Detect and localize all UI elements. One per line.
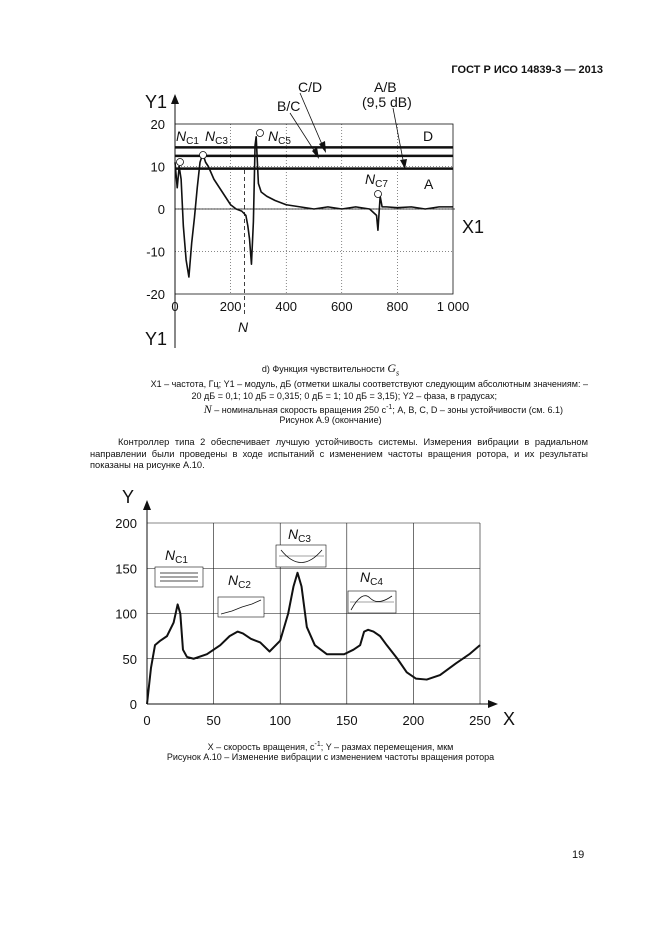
- fig1-peak-label-c5: $N_{C5}$: [268, 128, 291, 147]
- fig1-zone-label-cd: C/D: [298, 79, 323, 95]
- fig1-peak-label-c7: $N_{C7}$: [365, 171, 388, 190]
- fig2-title: Рисунок А.10 – Изменение вибрации с изменением частоты вращения ротора: [166, 752, 495, 762]
- fig1-y-label-bottom: Y1: [145, 329, 168, 349]
- fig1-note-text-b: ; A, B, C, D – зоны устойчивости (см. 6.1): [392, 405, 563, 415]
- fig2-x-tick-label: 150: [335, 713, 358, 728]
- fig2-series-line: [147, 573, 480, 704]
- body-paragraph: Контроллер типа 2 обеспечивает лучшую устойчивость системы. Измерения вибрации в радиальном направлении были проведены в ходе испытаний с изменением частоты вращения ротора, и их результаты показаны на рисунке А.10.: [90, 437, 588, 470]
- fig1-y-tick-label: 20: [150, 117, 165, 132]
- fig1-y-tick-label: 10: [150, 159, 165, 175]
- fig1-x-tick-label: 400: [275, 299, 298, 314]
- fig1-x-tick-label: 200: [219, 299, 242, 314]
- fig2-x-tick-label: 100: [269, 713, 292, 728]
- document-header: ГОСТ Р ИСО 14839-3 — 2013: [451, 64, 603, 76]
- fig1-y-label-top: Y1: [145, 92, 168, 112]
- fig1-x-tick-label: 600: [330, 299, 353, 314]
- fig1-zone-label-bc: B/C: [277, 98, 301, 114]
- fig1-y-tick-label: 0: [157, 202, 165, 217]
- fig1-zone-label-d: D: [423, 128, 434, 144]
- fig2-x-label: X: [503, 709, 516, 729]
- fig2-note-text-b: ; Y – размах перемещения, мкм: [320, 742, 454, 752]
- fig1-y-tick-label: -10: [146, 244, 165, 260]
- fig2-y-tick-label: 200: [115, 516, 137, 531]
- fig2-y-axis-arrow: [143, 500, 151, 510]
- fig2-y-tick-label: 0: [129, 697, 137, 712]
- fig1-caption-symbol: G: [387, 361, 396, 375]
- fig2-y-tick-label: 50: [122, 651, 137, 667]
- fig2-y-tick-label: 150: [115, 561, 137, 577]
- fig1-x-tick-label: 1 000: [436, 299, 470, 314]
- fig2-x-tick-label: 200: [402, 713, 425, 728]
- fig1-note-symbol: N: [203, 402, 212, 416]
- fig1-zone-label-ab: A/B: [374, 79, 397, 95]
- fig2-y-tick-label: 100: [115, 606, 137, 622]
- fig1-zone-label-a: A: [424, 176, 434, 192]
- fig1-nominal-speed-label: N: [238, 319, 249, 335]
- fig1-zone-label-ab-value: (9,5 dB): [362, 94, 412, 110]
- fig1-title: Рисунок А.9 (окончание): [279, 415, 382, 425]
- fig1-x-tick-label: 0: [171, 299, 179, 314]
- fig1-note-line1: X1 – частота, Гц; Y1 – модуль, дБ (отметки шкалы соответствуют следующим абсолютным значениям: –: [150, 379, 588, 389]
- fig1-caption-prefix: d) Функция чувствительности: [261, 364, 385, 374]
- fig2-y-label: Y: [122, 487, 135, 507]
- fig1-note-line2: 20 дБ = 0,1; 10 дБ = 0,315; 0 дБ = 1; 10 дБ = 3,15); Y2 – фаза, в градусах;: [191, 391, 497, 401]
- fig2-peak-label-c4: $N_{C4}$: [360, 569, 383, 588]
- fig2-x-tick-label: 0: [143, 713, 151, 728]
- fig1-note-text-a: – номинальная скорость вращения 250 с: [211, 405, 387, 415]
- fig1-peak-label-c3: $N_{C3}$: [205, 128, 228, 147]
- fig1-x-tick-label: 800: [386, 299, 409, 314]
- fig2-peak-label-c2: $N_{C2}$: [228, 572, 251, 591]
- fig1-x-label: X1: [462, 217, 485, 237]
- page-number: 19: [572, 849, 585, 861]
- fig1-note-sup: -1: [386, 404, 393, 411]
- fig2-x-axis-arrow: [488, 700, 498, 708]
- fig2-x-tick-label: 250: [469, 713, 491, 728]
- fig1-y-tick-label: -20: [146, 287, 165, 302]
- fig2-peak-label-c3: $N_{C3}$: [288, 526, 311, 545]
- fig2-peak-label-c1: $N_{C1}$: [165, 547, 188, 566]
- fig2-x-tick-label: 50: [206, 713, 221, 728]
- fig1-peak-label-c1: $N_{C1}$: [176, 128, 199, 147]
- fig1-caption-symbol-sub: s: [395, 368, 400, 378]
- fig2-note-text-a: X – скорость вращения, с: [207, 742, 315, 752]
- fig2-note-sup: -1: [314, 741, 321, 748]
